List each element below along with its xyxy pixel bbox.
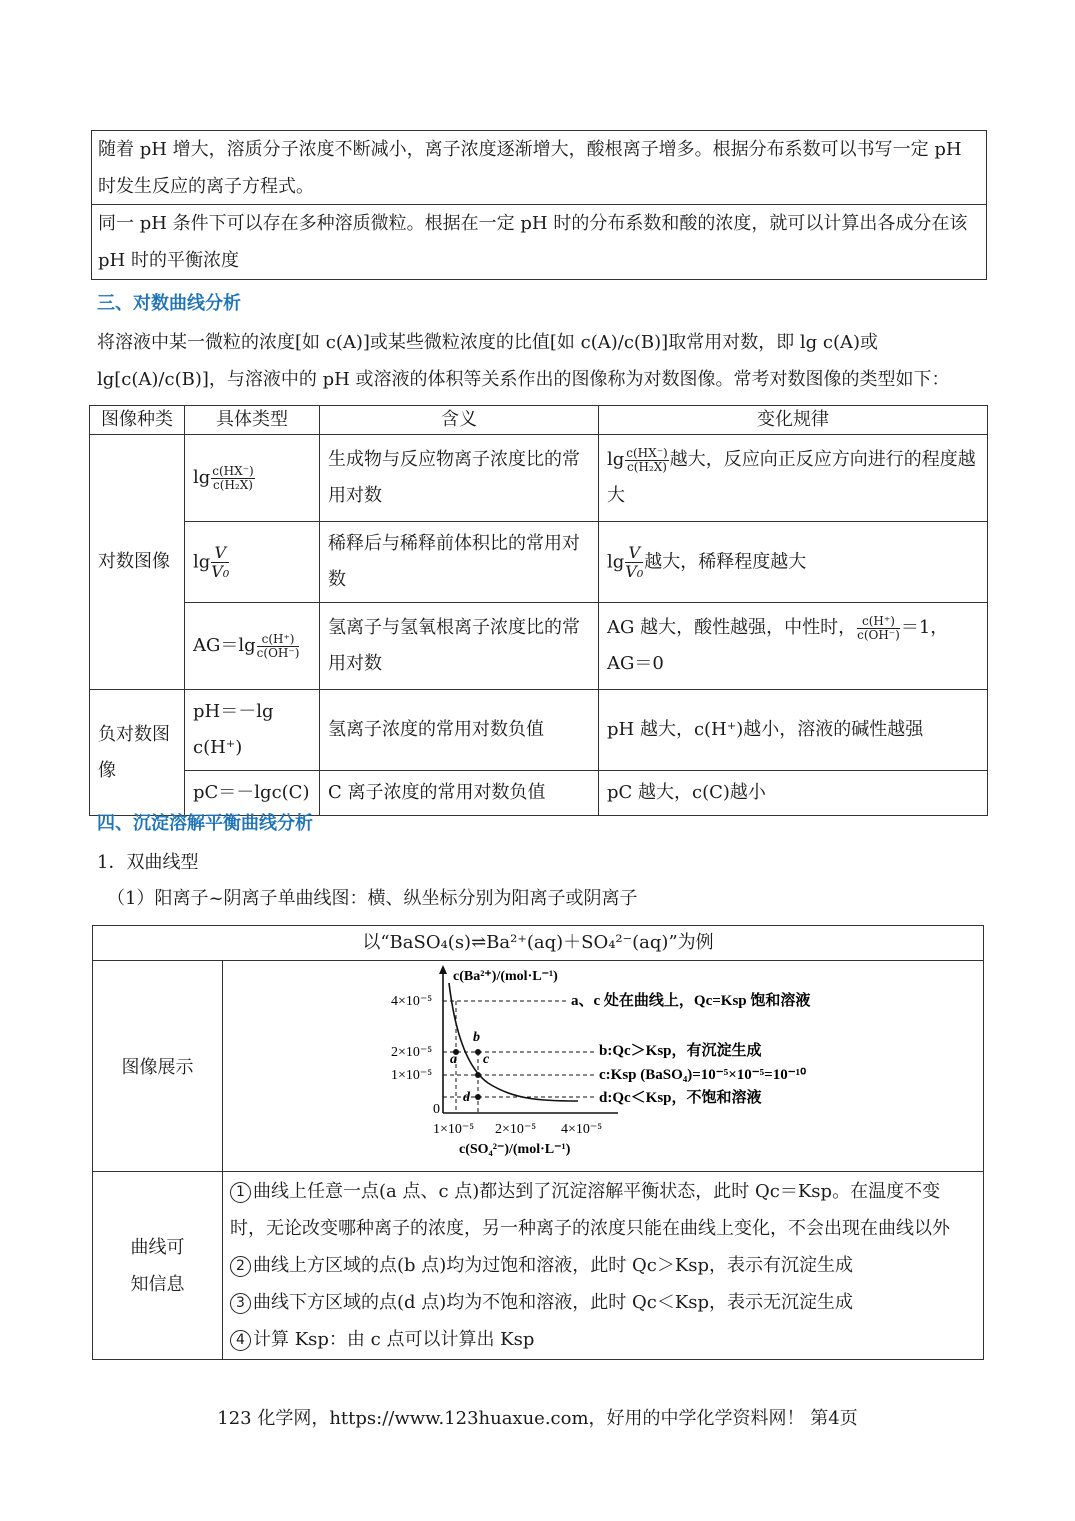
point-d bbox=[475, 1094, 481, 1100]
table-title: 以“BaSO₄(s)⇌Ba²⁺(aq)＋SO₄²⁻(aq)”为例 bbox=[93, 926, 984, 961]
info-box bbox=[91, 130, 987, 280]
y-axis-arrow bbox=[439, 965, 447, 974]
info-item bbox=[224, 1284, 982, 1321]
fraction bbox=[257, 633, 300, 660]
group-label: 负对数图像 bbox=[90, 690, 185, 816]
row-label: 图像展示 bbox=[93, 961, 223, 1172]
rule-cell: lg $\frac{V}{\text{V₀}}$ 越大，稀释程度越大 bbox=[599, 522, 988, 603]
fraction-denominator: V₀ bbox=[625, 561, 644, 581]
meaning-cell: 氢离子与氢氧根离子浓度比的常用对数 bbox=[320, 603, 599, 690]
type-cell: pH＝－lg c(H⁺) bbox=[185, 690, 320, 771]
info-row-2: 同一 pH 条件下可以存在多种溶质微粒。根据在一定 pH 时的分布系数和酸的浓度，就可以计算出各成分在该 pH 时的平衡浓度 bbox=[98, 213, 968, 271]
x-tick-label: 1×10⁻⁵ bbox=[433, 1122, 475, 1137]
rule-cell: pC 越大，c(C)越小 bbox=[599, 771, 988, 816]
table-row bbox=[90, 690, 988, 771]
fraction-denominator: c(OH⁻) bbox=[857, 627, 900, 642]
point-c-label: c bbox=[483, 1052, 490, 1067]
fraction-numerator: c(HX⁻) bbox=[626, 445, 668, 460]
fraction bbox=[211, 544, 229, 581]
fraction bbox=[857, 615, 900, 642]
type-cell bbox=[185, 522, 320, 603]
section-3-heading: 三、对数曲线分析 bbox=[97, 293, 241, 314]
fraction bbox=[211, 465, 254, 492]
meaning-cell: 稀释后与稀释前体积比的常用对数 bbox=[320, 522, 599, 603]
table-header: 图像种类 bbox=[90, 406, 185, 435]
fraction-numerator: c(H⁺) bbox=[257, 633, 300, 647]
fraction-denominator: c(H₂X) bbox=[213, 477, 253, 492]
circled-number: 2 bbox=[230, 1256, 251, 1277]
section-4-heading: 四、沉淀溶解平衡曲线分析 bbox=[97, 813, 313, 834]
info-item bbox=[224, 1173, 982, 1247]
point-b-label: b bbox=[473, 1030, 480, 1045]
circled-number: 1 bbox=[230, 1182, 251, 1203]
circled-number: 4 bbox=[230, 1330, 251, 1351]
annotation-ac: a、c 处在曲线上，Qc=Ksp 饱和溶液 bbox=[571, 993, 811, 1009]
table-row bbox=[93, 926, 984, 961]
info-item bbox=[224, 1321, 982, 1358]
section-4-sub2: （1）阳离子~阴离子单曲线图：横、纵坐标分别为阳离子或阴离子 bbox=[107, 888, 638, 909]
point-d-label: d bbox=[463, 1090, 470, 1105]
meaning-cell: C 离子浓度的常用对数负值 bbox=[320, 771, 599, 816]
annotation-c: c:Ksp (BaSO₄)=10⁻⁵×10⁻⁵=10⁻¹⁰ bbox=[599, 1067, 807, 1083]
rule-text: AG＝0 bbox=[607, 653, 664, 674]
fraction-denominator: c(H₂X) bbox=[627, 459, 667, 474]
type-prefix: lg bbox=[193, 467, 211, 488]
x-axis-label: c(SO₄²⁻)/(mol·L⁻¹) bbox=[459, 1142, 571, 1157]
fraction-denominator: V₀ bbox=[211, 561, 230, 581]
section-3-intro: 将溶液中某一微粒的浓度[如 c(A)]或某些微粒浓度的比值[如 c(A)/c(B)]取常用对数，即 lg c(A)或 lg[c(A)/c(B)]，与溶液中的 pH 或溶液的体积等关系作出的图像称为对数图像。常考对数图像的类型如下： bbox=[97, 332, 950, 390]
fraction-numerator: c(HX⁻) bbox=[212, 463, 254, 478]
rule-text: 越大，稀释程度越大 bbox=[644, 551, 807, 572]
info-cell bbox=[223, 1172, 984, 1360]
ksp-chart bbox=[223, 963, 983, 1169]
info-text: 曲线上任意一点(a 点、c 点)都达到了沉淀溶解平衡状态，此时 Qc＝Ksp。在温度不变时，无论改变哪种离子的浓度，另一种离子的浓度只能在曲线上变化，不会出现在曲线以外 bbox=[230, 1181, 950, 1239]
table-header: 变化规律 bbox=[599, 406, 988, 435]
page-footer: 123 化学网，https://www.123huaxue.com，好用的中学化学资料网！ 第4页 bbox=[217, 1408, 858, 1429]
row-label bbox=[93, 1172, 223, 1360]
type-prefix: lg bbox=[193, 551, 211, 572]
table-row bbox=[93, 961, 984, 1172]
type-cell bbox=[185, 435, 320, 522]
chart-cell bbox=[223, 961, 984, 1172]
meaning-cell: 生成物与反应物离子浓度比的常用对数 bbox=[320, 435, 599, 522]
point-a-label: a bbox=[450, 1052, 457, 1067]
point-b bbox=[475, 1049, 481, 1055]
type-cell bbox=[185, 603, 320, 690]
info-row-1: 随着 pH 增大，溶质分子浓度不断减小，离子浓度逐渐增大，酸根离子增多。根据分布系数可以书写一定 pH 时发生反应的离子方程式。 bbox=[92, 131, 986, 205]
fraction bbox=[625, 544, 643, 581]
log-curve-table bbox=[89, 405, 988, 816]
y-tick-label: 4×10⁻⁵ bbox=[391, 994, 433, 1009]
y-axis-label: c(Ba²⁺)/(mol·L⁻¹) bbox=[453, 969, 558, 984]
rule-cell: pH 越大，c(H⁺)越小，溶液的碱性越强 bbox=[599, 690, 988, 771]
rule-text: AG 越大，酸性越强，中性时， bbox=[607, 617, 857, 638]
solubility-table bbox=[92, 925, 984, 1360]
y-tick-label: 2×10⁻⁵ bbox=[391, 1045, 433, 1060]
annotation-d: d:Qc＜Ksp，不饱和溶液 bbox=[599, 1090, 762, 1106]
rule-cell: lg $\frac{c(HX^-)}{\text{c(H₂X)}}$ 越大，反应向正反应方向进行的程度越大 bbox=[599, 435, 988, 522]
info-text: 曲线下方区域的点(d 点)均为不饱和溶液，此时 Qc＜Ksp，表示无沉淀生成 bbox=[253, 1292, 854, 1313]
group-label: 对数图像 bbox=[90, 435, 185, 690]
table-row bbox=[93, 1172, 984, 1360]
table-row bbox=[90, 603, 988, 690]
fraction-numerator: V bbox=[211, 544, 229, 563]
rule-cell bbox=[599, 603, 988, 690]
rule-text: ＝1， bbox=[900, 617, 949, 638]
table-header: 含义 bbox=[320, 406, 599, 435]
type-cell: pC＝－lgc(C) bbox=[185, 771, 320, 816]
table-header: 具体类型 bbox=[185, 406, 320, 435]
fraction bbox=[625, 447, 668, 474]
point-c bbox=[475, 1072, 481, 1078]
x-tick-label: 2×10⁻⁵ bbox=[495, 1122, 537, 1137]
info-item bbox=[224, 1247, 982, 1284]
annotation-b: b:Qc＞Ksp，有沉淀生成 bbox=[599, 1043, 762, 1059]
info-text: 计算 Ksp：由 c 点可以计算出 Ksp bbox=[253, 1329, 535, 1350]
table-header-row bbox=[90, 406, 988, 435]
fraction-numerator: V bbox=[625, 544, 643, 563]
y-tick-label: 1×10⁻⁵ bbox=[391, 1068, 433, 1083]
circled-number: 3 bbox=[230, 1293, 251, 1314]
table-row bbox=[90, 435, 988, 522]
info-text: 曲线上方区域的点(b 点)均为过饱和溶液，此时 Qc＞Ksp，表示有沉淀生成 bbox=[253, 1255, 854, 1276]
x-tick-label: 4×10⁻⁵ bbox=[561, 1122, 603, 1137]
section-4-sub1: 1．双曲线型 bbox=[97, 852, 199, 873]
fraction-numerator: c(H⁺) bbox=[857, 615, 900, 629]
y-tick-label: 0 bbox=[433, 1102, 440, 1117]
row-label-text: 曲线可知信息 bbox=[130, 1236, 185, 1295]
type-prefix: AG＝lg bbox=[193, 635, 256, 656]
fraction-denominator: c(OH⁻) bbox=[256, 645, 300, 660]
meaning-cell: 氢离子浓度的常用对数负值 bbox=[320, 690, 599, 771]
table-row bbox=[90, 522, 988, 603]
rule-text: 越大，反应向正反应方向进行的程度越大 bbox=[607, 449, 976, 506]
